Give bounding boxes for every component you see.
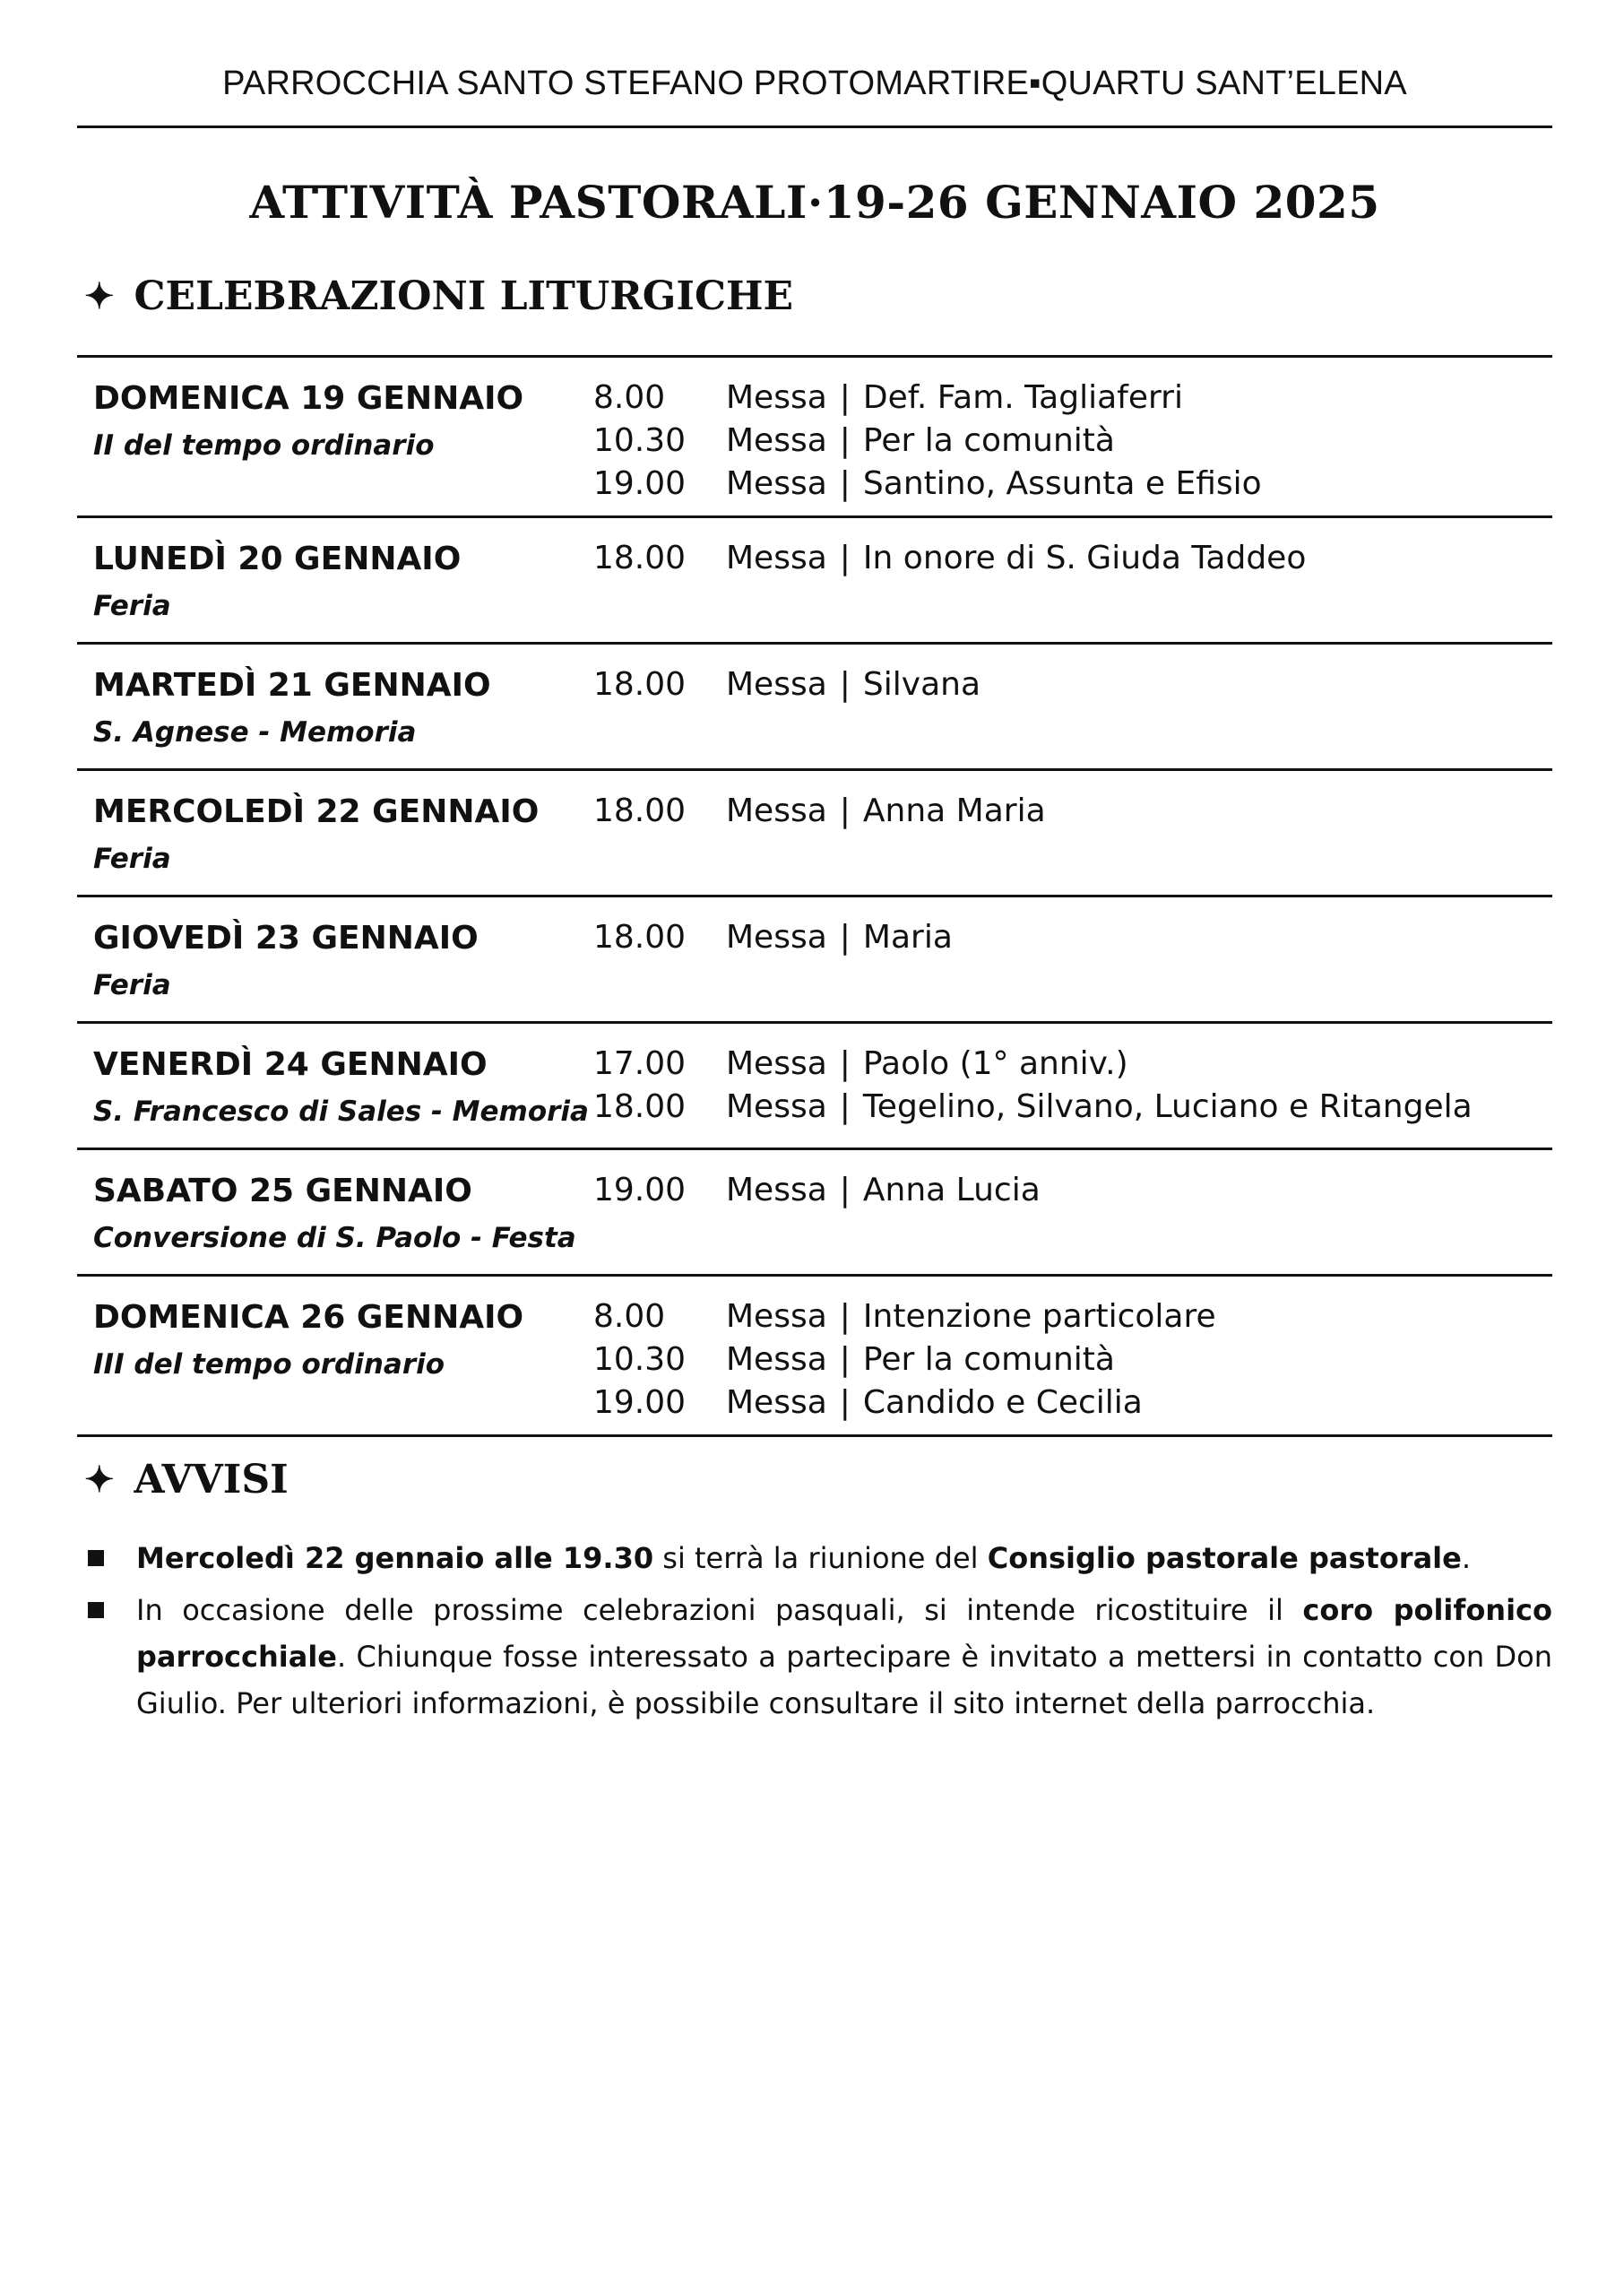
schedule-row — [77, 771, 1552, 897]
schedule-table — [77, 355, 1552, 1437]
mass-entry — [593, 536, 1306, 579]
notice-emphasis: Consiglio pastorale pastorale — [987, 1541, 1462, 1575]
notice-item — [77, 1535, 1552, 1581]
mass-kind: Messa — [726, 1340, 827, 1378]
mass-intention: Anna Maria — [862, 792, 1046, 829]
mass-list — [593, 1168, 1041, 1211]
mass-entry — [593, 419, 1262, 462]
mass-kind: Messa — [726, 918, 827, 956]
mass-list — [593, 536, 1306, 579]
mass-intention: Per la comunità — [862, 1340, 1115, 1378]
mass-list — [593, 663, 980, 706]
notice-text: si terrà la riunione del — [653, 1541, 988, 1575]
header-divider — [77, 126, 1552, 128]
mass-entry — [593, 1168, 1041, 1211]
day-name: DOMENICA 26 GENNAIO — [93, 1299, 524, 1336]
schedule-row — [77, 1024, 1552, 1150]
mass-separator: | — [839, 918, 851, 956]
day-name: LUNEDÌ 20 GENNAIO — [93, 541, 462, 577]
mass-kind: Messa — [726, 464, 827, 502]
mass-kind: Messa — [726, 1044, 827, 1082]
section-avvisi-label: AVVISI — [134, 1457, 289, 1503]
day-liturgical-note: S. Agnese - Memoria — [93, 716, 417, 749]
day-liturgical-note: II del tempo ordinario — [93, 429, 435, 462]
mass-intention: Maria — [862, 918, 953, 956]
mass-kind: Messa — [726, 1383, 827, 1421]
mass-time: 17.00 — [593, 1044, 687, 1082]
mass-separator: | — [839, 1340, 851, 1378]
mass-separator: | — [839, 421, 851, 459]
star-icon: ✦ — [84, 1459, 115, 1501]
notice-item — [77, 1587, 1552, 1727]
mass-separator: | — [839, 539, 851, 576]
day-liturgical-note: S. Francesco di Sales - Memoria — [93, 1096, 589, 1128]
mass-intention: In onore di S. Giuda Taddeo — [862, 539, 1307, 576]
mass-time: 18.00 — [593, 792, 687, 829]
title-prefix: ATTIVITÀ PASTORALI — [249, 176, 808, 229]
title-dates: 19-26 GENNAIO 2025 — [823, 176, 1380, 229]
mass-intention: Candido e Cecilia — [862, 1383, 1143, 1421]
day-name: MERCOLEDÌ 22 GENNAIO — [93, 793, 540, 830]
mass-time: 18.00 — [593, 539, 687, 576]
mass-entry — [593, 376, 1262, 419]
mass-intention: Tegelino, Silvano, Luciano e Ritangela — [862, 1087, 1473, 1125]
schedule-row — [77, 518, 1552, 645]
mass-entry — [593, 915, 953, 958]
mass-separator: | — [839, 464, 851, 502]
mass-time: 18.00 — [593, 665, 687, 703]
mass-separator: | — [839, 1297, 851, 1335]
mass-time: 18.00 — [593, 918, 687, 956]
day-liturgical-note: Feria — [93, 590, 171, 622]
mass-kind: Messa — [726, 792, 827, 829]
notice-emphasis: coro polifonico parrocchiale — [136, 1593, 1553, 1674]
day-liturgical-note: Conversione di S. Paolo - Festa — [93, 1222, 576, 1254]
header-separator: ▪ — [1029, 65, 1041, 102]
mass-kind: Messa — [726, 421, 827, 459]
mass-kind: Messa — [726, 378, 827, 416]
parish-header — [77, 65, 1552, 103]
mass-time: 8.00 — [593, 378, 666, 416]
mass-kind: Messa — [726, 1297, 827, 1335]
square-bullet-icon — [88, 1602, 104, 1618]
schedule-row — [77, 1277, 1552, 1437]
square-bullet-icon — [88, 1550, 104, 1566]
mass-list — [593, 1042, 1473, 1128]
mass-time: 19.00 — [593, 464, 687, 502]
notice-text: . Chiunque fosse interessato a partecipare è invitato a mettersi in contatto con Don Giulio. Per ulteriori informazioni, è possibile consultare il sito internet della parrocchia. — [136, 1640, 1552, 1720]
mass-list — [593, 376, 1262, 505]
mass-entry — [593, 462, 1262, 505]
mass-separator: | — [839, 1087, 851, 1125]
parish-city: QUARTU SANT’ELENA — [1041, 65, 1407, 102]
day-name: VENERDÌ 24 GENNAIO — [93, 1046, 488, 1083]
notice-emphasis: Mercoledì 22 gennaio alle 19.30 — [136, 1541, 654, 1575]
mass-time: 18.00 — [593, 1087, 687, 1125]
mass-intention: Silvana — [862, 665, 981, 703]
mass-kind: Messa — [726, 1171, 827, 1208]
schedule-row — [77, 645, 1552, 771]
mass-list — [593, 1295, 1216, 1424]
mass-intention: Santino, Assunta e Efisio — [862, 464, 1262, 502]
day-name: GIOVEDÌ 23 GENNAIO — [93, 920, 479, 957]
mass-intention: Anna Lucia — [862, 1171, 1041, 1208]
mass-entry — [593, 789, 1046, 832]
title-separator: · — [807, 176, 824, 229]
day-liturgical-note: Feria — [93, 969, 171, 1001]
section-celebrazioni-label: CELEBRAZIONI LITURGICHE — [134, 273, 794, 319]
notice-text: . — [1461, 1541, 1472, 1575]
section-avvisi-heading — [84, 1457, 289, 1503]
mass-separator: | — [839, 665, 851, 703]
avvisi-list — [77, 1535, 1552, 1732]
mass-separator: | — [839, 378, 851, 416]
mass-entry — [593, 663, 980, 706]
mass-kind: Messa — [726, 539, 827, 576]
mass-entry — [593, 1295, 1216, 1338]
day-name: SABATO 25 GENNAIO — [93, 1173, 472, 1209]
document-title — [77, 176, 1552, 229]
mass-time: 10.30 — [593, 1340, 687, 1378]
mass-entry — [593, 1042, 1473, 1085]
notice-text: In occasione delle prossime celebrazioni pasquali, si intende ricostituire il — [136, 1593, 1303, 1627]
mass-intention: Paolo (1° anniv.) — [862, 1044, 1128, 1082]
schedule-row — [77, 897, 1552, 1024]
mass-time: 10.30 — [593, 421, 687, 459]
mass-kind: Messa — [726, 665, 827, 703]
parish-name: PARROCCHIA SANTO STEFANO PROTOMARTIRE — [222, 65, 1030, 102]
mass-intention: Per la comunità — [862, 421, 1115, 459]
mass-time: 8.00 — [593, 1297, 666, 1335]
mass-kind: Messa — [726, 1087, 827, 1125]
section-celebrazioni-heading — [84, 273, 793, 319]
mass-separator: | — [839, 1171, 851, 1208]
schedule-row — [77, 1150, 1552, 1277]
mass-entry — [593, 1338, 1216, 1381]
mass-time: 19.00 — [593, 1383, 687, 1421]
mass-list — [593, 915, 953, 958]
mass-separator: | — [839, 1044, 851, 1082]
mass-list — [593, 789, 1046, 832]
mass-separator: | — [839, 1383, 851, 1421]
mass-entry — [593, 1381, 1216, 1424]
mass-separator: | — [839, 792, 851, 829]
day-name: DOMENICA 19 GENNAIO — [93, 380, 524, 417]
day-liturgical-note: III del tempo ordinario — [93, 1348, 445, 1381]
schedule-row — [77, 358, 1552, 518]
day-liturgical-note: Feria — [93, 843, 171, 875]
mass-intention: Def. Fam. Tagliaferri — [862, 378, 1183, 416]
mass-intention: Intenzione particolare — [862, 1297, 1216, 1335]
mass-time: 19.00 — [593, 1171, 687, 1208]
mass-entry — [593, 1085, 1473, 1128]
day-name: MARTEDÌ 21 GENNAIO — [93, 667, 491, 704]
star-icon: ✦ — [84, 275, 115, 317]
